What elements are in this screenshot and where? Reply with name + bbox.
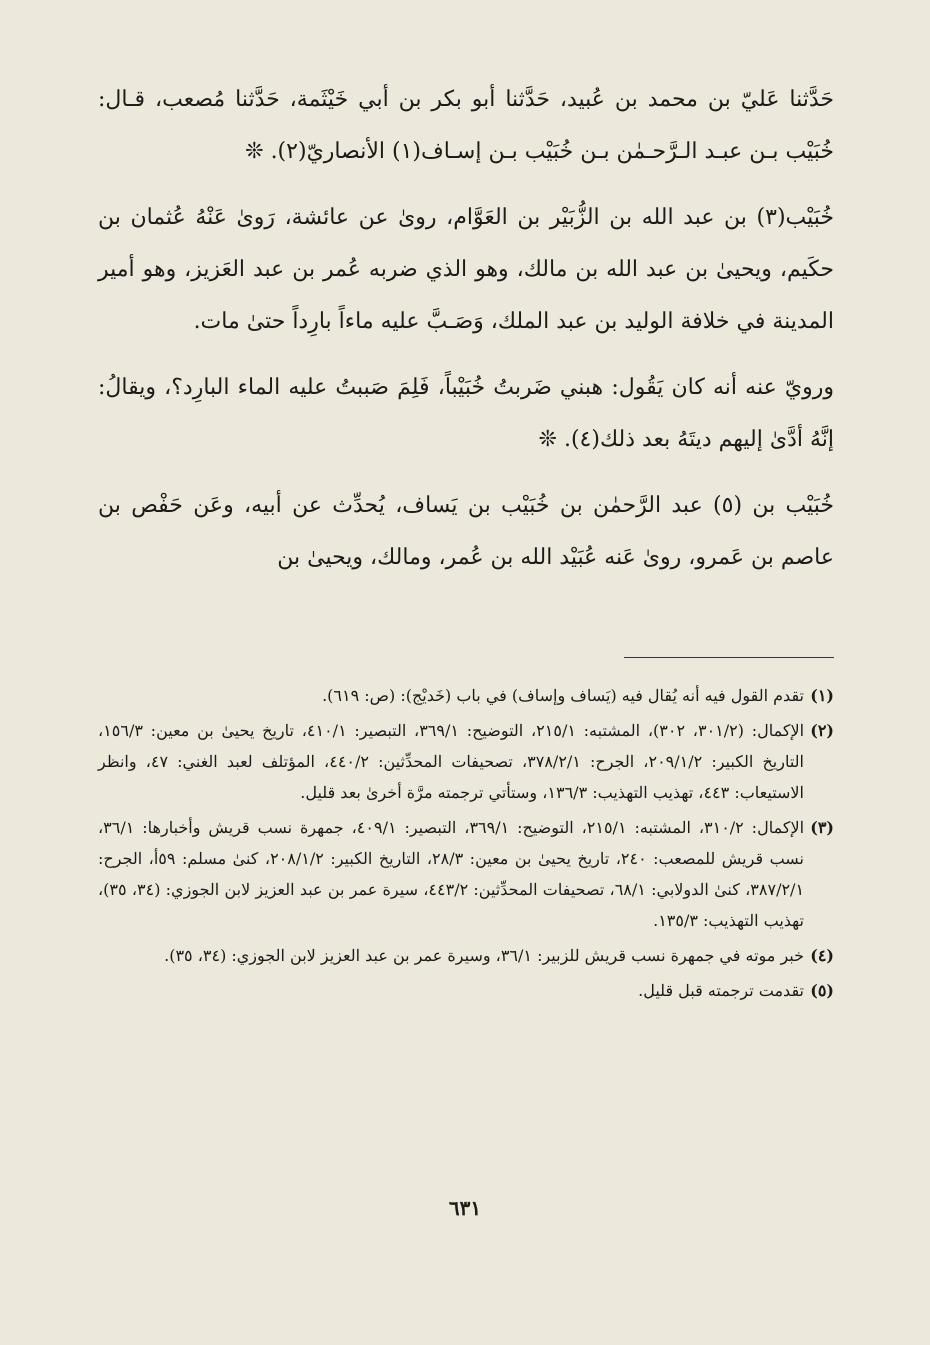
footnote-text: الإكمال: (٣٠١/٢، ٣٠٢)، المشتبه: ٢١٥/١، التوضيح: ٣٦٩/١، التبصير: ٤١٠/١، تاريخ يحيىٰ بن معين: ١٥٦/٣، التاريخ الكبير: ٢٠٩/١/٢، الجرح: ٣٧٨/٢/١، تصحيفات المحدِّثين: ٤٤٠/٢، المؤتلف لعبد الغني: ٤٧، وانظر الاستيعاب: ٤٤٣، تهذيب التهذيب: ١٣٦/٣، وستأتي ترجمته مرَّة أخرىٰ بعد قليل. xyxy=(98,721,805,802)
footnote-text: الإكمال: ٣١٠/٢، المشتبه: ٢١٥/١، التوضيح: ٣٦٩/١، التبصير: ٤٠٩/١، جمهرة نسب قريش وأخبارها: ٣٦/١، نسب قريش للمصعب: ٢٤٠، تاريخ يحيىٰ بن معين: ٢٨/٣، التاريخ الكبير: ٢٠٨/١/٢، كنىٰ مسلم: ٥٩أ، الجرح: ٣٨٧/٢/١، كنىٰ الدولابي: ٦٨/١، تصحيفات المحدِّثين: ٤٤٣/٢، سيرة عمر بن عبد العزيز لابن الجوزي: (٣٤، ٣٥)، تهذيب التهذيب: ١٣٥/٣. xyxy=(98,818,805,930)
footnote xyxy=(98,975,834,1006)
footnote xyxy=(98,680,834,711)
footnote-number: (٢) xyxy=(810,721,834,740)
page-number: ٦٣١ xyxy=(448,1196,482,1220)
footnote-number: (١) xyxy=(810,686,834,705)
narration-paragraph: ورويّ عنه أنه كان يَقُول: هبني ضَربتُ خُبَيْباً، فَلِمَ صَببتُ عليه الماء البارِد؟، ويقالُ: إنَّهُ أدَّىٰ إليهم ديتَهُ بعد ذلك(٤). ❊ xyxy=(98,375,834,452)
isnad-paragraph: حَدَّثنا عَليّ بن محمد بن عُبيد، حَدَّثنا أبو بكر بن أبي خَيْثَمة، حَدَّثنا مُصعب، قـال: خُبَيْب بـن عبـد الـرَّحـمٰن بـن خُبَيْب بـن إسـاف(١) الأنصاريّ(٢). ❊ xyxy=(98,87,835,164)
main-text xyxy=(98,74,834,598)
footnote-number: (٤) xyxy=(810,946,834,965)
footnote xyxy=(98,812,834,936)
footnote-number: (٣) xyxy=(810,818,834,837)
entry-paragraph-khubayb-ibn-abdulrahman: خُبَيْب بن (٥) عبد الرَّحمٰن بن خُبَيْب بن يَساف، يُحدِّث عن أبيه، وعَن حَفْص بن عاصم بن عَمرو، روىٰ عَنه عُبَيْد الله بن عُمر، ومالك، ويحيىٰ بن xyxy=(98,493,835,570)
footnote xyxy=(98,715,834,808)
footnotes xyxy=(98,680,834,1010)
footnote-text: خبر موته في جمهرة نسب قريش للزبير: ٣٦/١، وسيرة عمر بن عبد العزيز لابن الجوزي: (٣٤، ٣٥). xyxy=(164,946,804,965)
footnote-text: تقدم القول فيه أنه يُقال فيه (يَساف وإساف) في باب (خَديْج): (ص: ٦١٩). xyxy=(322,686,804,705)
entry-paragraph-khubayb-ibn-abdullah: خُبَيْب(٣) بن عبد الله بن الزُّبَيْر بن العَوَّام، روىٰ عن عائشة، رَوىٰ عَنْهُ عُثمان بن حكَيم، ويحيىٰ بن عبد الله بن مالك، وهو الذي ضربه عُمر بن عبد العَزيز، وهو أمير المدينة في خلافة الوليد بن عبد الملك، وَصَـبَّ عليه ماءاً بارِداً حتىٰ مات. xyxy=(98,205,834,334)
footnote-number: (٥) xyxy=(810,981,834,1000)
footnote xyxy=(98,940,834,971)
footnote-text: تقدمت ترجمته قبل قليل. xyxy=(638,981,804,1000)
footnote-separator xyxy=(624,657,834,658)
